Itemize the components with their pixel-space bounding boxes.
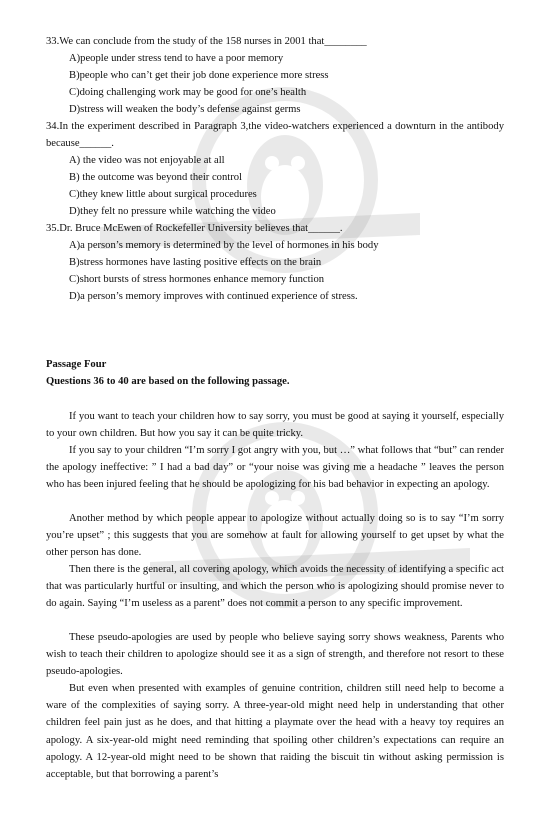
- question-34-option-b: B) the outcome was beyond their control: [69, 172, 242, 183]
- question-34-option-d: D)they felt no pressure while watching the video: [69, 206, 276, 217]
- passage-paragraph-2: If you say to your children “I’m sorry I got angry with you, but …” what follows that “but” can render the apology ineffective: ” I had a bad day” or “your noise was giving me a headache ” leaves the person who has been injured feeling that he should be apologizing for his bad behavior in expecting an apology.: [46, 445, 504, 491]
- question-34-stem: 34.In the experiment described in Paragraph 3,the video-watchers experienced a downturn in the antibody because______.: [46, 121, 504, 150]
- passage-paragraph-6: But even when presented with examples of genuine contrition, children still need help to become a ware of the complexities of saying sorry. A three-year-old might need help in understanding that other children feel pain just as he does, and that hitting a playmate over the head with a heavy toy requires an apology. A six-year-old might need reminding that spoiling other children’s expectations can require an apology. A 12-year-old might need to be shown that raiding the biscuit tin without asking permission is acceptable, but that borrowing a parent’s: [46, 683, 504, 781]
- passage-instruction: Questions 36 to 40 are based on the following passage.: [46, 376, 290, 387]
- passage-paragraph-1: If you want to teach your children how to say sorry, you must be good at saying it yourself, especially to your own children. But how you say it can be quite tricky.: [46, 411, 504, 440]
- question-35-option-c: C)short bursts of stress hormones enhance memory function: [69, 274, 325, 285]
- question-35-option-a: A)a person’s memory is determined by the level of hormones in his body: [69, 240, 379, 251]
- question-34-option-a: A) the video was not enjoyable at all: [69, 155, 225, 166]
- passage-title: Passage Four: [46, 359, 107, 370]
- question-35-option-d: D)a person’s memory improves with continued experience of stress.: [69, 291, 358, 302]
- question-35-option-b: B)stress hormones have lasting positive effects on the brain: [69, 257, 322, 268]
- question-33-option-b: B)people who can’t get their job done experience more stress: [69, 70, 329, 81]
- question-33-option-d: D)stress will weaken the body’s defense against germs: [69, 104, 301, 115]
- question-33-option-a: A)people under stress tend to have a poor memory: [69, 53, 284, 64]
- passage-paragraph-5: These pseudo-apologies are used by people who believe saying sorry shows weakness, Parents who wish to teach their children to apologize should see it as a sign of strength, and therefore not resort to these pseudo-apologies.: [46, 632, 504, 678]
- question-35-stem: 35.Dr. Bruce McEwen of Rockefeller University believes that______.: [46, 223, 343, 234]
- question-33-option-c: C)doing challenging work may be good for one’s health: [69, 87, 307, 98]
- passage-paragraph-4: Then there is the general, all covering apology, which avoids the necessity of identifying a specific act that was particularly hurtful or insulting, and which the person who is apologizing should promise never to do again. Saying “I’m useless as a parent” does not commit a person to any specific improvement.: [46, 564, 504, 610]
- passage-paragraph-3: Another method by which people appear to apologize without actually doing so is to say “I’m sorry you’re upset” ; this suggests that you are somehow at fault for allowing yourself to get upset by what the other person has done.: [46, 513, 504, 559]
- question-33-stem: 33.We can conclude from the study of the 158 nurses in 2001 that________: [46, 36, 367, 47]
- question-34-option-c: C)they knew little about surgical procedures: [69, 189, 257, 200]
